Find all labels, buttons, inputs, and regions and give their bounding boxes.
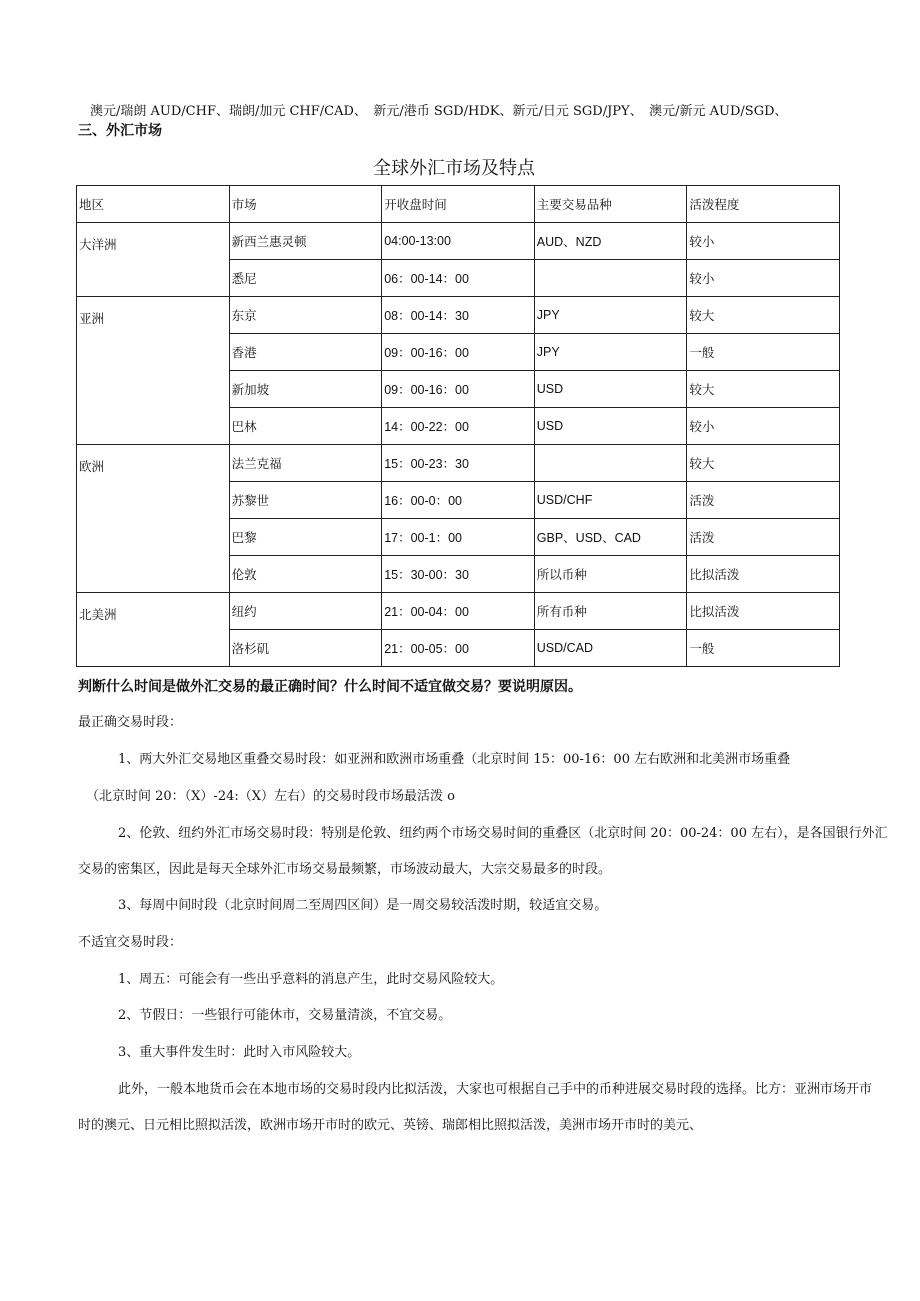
market-cell: 苏黎世: [229, 482, 382, 519]
hours-cell: 08：00-14：30: [382, 297, 535, 334]
header-cell: 地区: [77, 186, 230, 223]
table-title: 全球外汇市场及特点: [373, 158, 535, 179]
market-cell: 法兰克福: [229, 445, 382, 482]
header-cell: 开收盘时间: [382, 186, 535, 223]
hours-cell: 15：00-23：30: [382, 445, 535, 482]
activity-cell: 比拟活泼: [687, 556, 840, 593]
hours-cell: 04:00-13:00: [382, 223, 535, 260]
currencies-cell: 所以币种: [534, 556, 687, 593]
question-heading: 判断什么时间是做外汇交易的最正确时间？什么时间不适宜做交易？要说明原因。: [78, 678, 582, 694]
market-cell: 伦敦: [229, 556, 382, 593]
currencies-cell: JPY: [534, 297, 687, 334]
table-row: [77, 223, 840, 260]
market-cell: 洛杉矶: [229, 630, 382, 667]
hours-cell: 21：00-05：00: [382, 630, 535, 667]
hours-cell: 06：00-14：00: [382, 260, 535, 297]
market-cell: 巴林: [229, 408, 382, 445]
closing-paragraph: 时的澳元、日元相比照拟活泼，欧洲市场开市时的欧元、英镑、瑞郎相比照拟活泼，美洲市场开市时的美元、: [78, 1118, 703, 1133]
section-heading: 三、外汇市场: [78, 122, 162, 138]
best-paragraph: 1、两大外汇交易地区重叠交易时段：如亚洲和欧洲市场重叠（北京时间 15：00-16：00 左右欧洲和北美洲市场重叠: [118, 752, 791, 767]
market-cell: 新加坡: [229, 371, 382, 408]
activity-cell: 较大: [687, 445, 840, 482]
currencies-cell: AUD、NZD: [534, 223, 687, 260]
region-cell: 亚洲: [77, 297, 230, 445]
activity-cell: 较小: [687, 260, 840, 297]
region-cell: 北美洲: [77, 593, 230, 667]
table-row: [77, 593, 840, 630]
activity-cell: 一般: [687, 630, 840, 667]
currencies-cell: 所有币种: [534, 593, 687, 630]
best-paragraph: （北京时间 20：（X）-24:（X）左右）的交易时段市场最活泼 o: [86, 789, 455, 804]
worst-paragraph: 3、重大事件发生时：此时入市风险较大。: [118, 1045, 361, 1060]
table-header-row: [77, 186, 840, 223]
best-paragraph: 2、伦敦、纽约外汇市场交易时段：特别是伦敦、纽约两个市场交易时间的重叠区（北京时间 20：00-24：00 左右），是各国银行外汇: [118, 826, 888, 841]
activity-cell: 较大: [687, 297, 840, 334]
best-paragraph: 3、每周中间时段（北京时间周二至周四区间）是一周交易较活泼时期，较适宜交易。: [118, 898, 608, 913]
activity-cell: 较大: [687, 371, 840, 408]
market-cell: 悉尼: [229, 260, 382, 297]
hours-cell: 17：00-1：00: [382, 519, 535, 556]
region-cell: 大洋洲: [77, 223, 230, 297]
worst-times-label: 不适宜交易时段：: [78, 935, 183, 950]
best-paragraph: 交易的密集区，因此是每天全球外汇市场交易最频繁，市场波动最大，大宗交易最多的时段。: [78, 862, 612, 877]
activity-cell: 活泼: [687, 519, 840, 556]
market-cell: 新西兰惠灵顿: [229, 223, 382, 260]
best-times-label: 最正确交易时段：: [78, 715, 183, 730]
forex-market-table: [76, 185, 840, 667]
currencies-cell: USD: [534, 408, 687, 445]
currency-pairs-line: 澳元/瑞朗 AUD/CHF、瑞朗/加元 CHF/CAD、 新元/港币 SGD/HDK、新元/日元 SGD/JPY、 澳元/新元 AUD/SGD、: [90, 104, 788, 119]
table-row: [77, 445, 840, 482]
header-cell: 主要交易品种: [534, 186, 687, 223]
region-cell: 欧洲: [77, 445, 230, 593]
market-cell: 巴黎: [229, 519, 382, 556]
header-cell: 活泼程度: [687, 186, 840, 223]
market-cell: 东京: [229, 297, 382, 334]
hours-cell: 09：00-16：00: [382, 334, 535, 371]
currencies-cell: USD: [534, 371, 687, 408]
hours-cell: 15：30-00：30: [382, 556, 535, 593]
currencies-cell: USD/CAD: [534, 630, 687, 667]
activity-cell: 较小: [687, 223, 840, 260]
currencies-cell: JPY: [534, 334, 687, 371]
currencies-cell: [534, 445, 687, 482]
hours-cell: 16：00-0：00: [382, 482, 535, 519]
currencies-cell: GBP、USD、CAD: [534, 519, 687, 556]
closing-paragraph: 此外，一般本地货币会在本地市场的交易时段内比拟活泼，大家也可根据自己手中的币种进展交易时段的选择。比方：亚洲市场开市: [118, 1082, 873, 1097]
activity-cell: 较小: [687, 408, 840, 445]
currencies-cell: [534, 260, 687, 297]
hours-cell: 14：00-22：00: [382, 408, 535, 445]
market-cell: 香港: [229, 334, 382, 371]
activity-cell: 比拟活泼: [687, 593, 840, 630]
activity-cell: 一般: [687, 334, 840, 371]
hours-cell: 21：00-04：00: [382, 593, 535, 630]
worst-paragraph: 1、周五：可能会有一些出乎意料的消息产生，此时交易风险较大。: [118, 972, 504, 987]
activity-cell: 活泼: [687, 482, 840, 519]
market-cell: 纽约: [229, 593, 382, 630]
worst-paragraph: 2、节假日：一些银行可能休市，交易量清淡，不宜交易。: [118, 1008, 452, 1023]
currencies-cell: USD/CHF: [534, 482, 687, 519]
header-cell: 市场: [229, 186, 382, 223]
hours-cell: 09：00-16：00: [382, 371, 535, 408]
table-row: [77, 297, 840, 334]
